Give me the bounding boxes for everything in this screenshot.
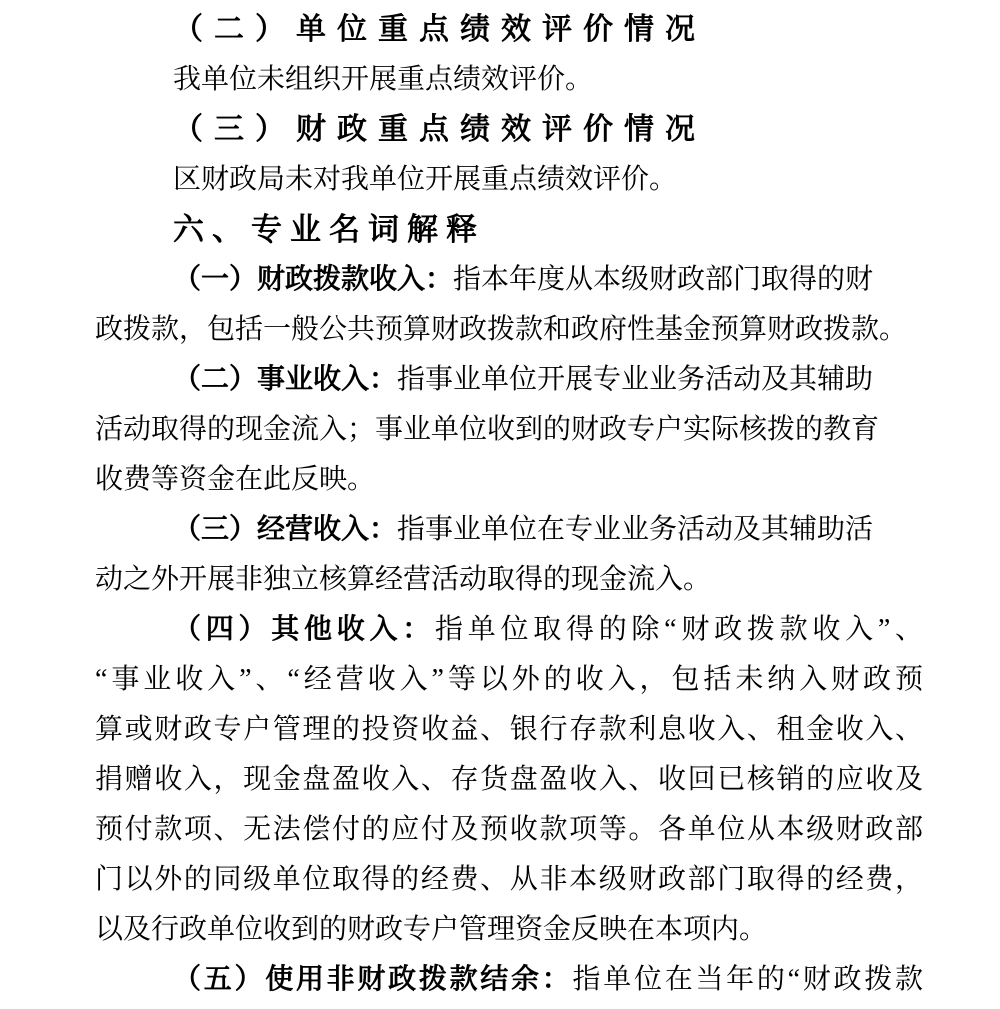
heading-text: （二）单位重点绩效评价情况 <box>173 13 706 46</box>
text-line <box>95 555 923 605</box>
term-name: （三）经营收入： <box>173 514 398 545</box>
text-line <box>95 905 923 955</box>
text-line <box>95 855 923 905</box>
text-line <box>95 655 923 705</box>
text-block <box>95 0 923 1005</box>
term-line-other-income <box>95 605 923 655</box>
term-line-non-fiscal-balance <box>95 955 923 1005</box>
line-text: 活动取得的现金流入；事业单位收到的财政专户实际核拨的教育 <box>95 414 880 445</box>
line-text: 指单位在当年的“财政拨款 <box>572 964 923 995</box>
term-line-business-income <box>95 505 923 555</box>
text-line <box>95 455 923 505</box>
text-line <box>95 755 923 805</box>
line-text: 我单位未组织开展重点绩效评价。 <box>173 64 594 95</box>
line-text: 门以外的同级单位取得的经费、从非本级财政部门取得的经费， <box>95 864 923 895</box>
line-text: 指本年度从本级财政部门取得的财 <box>453 264 874 295</box>
term-name: （五）使用非财政拨款结余： <box>173 964 573 995</box>
line-text: 指事业单位开展专业业务活动及其辅助 <box>397 364 874 395</box>
line-text: “事业收入”、“经营收入”等以外的收入，包括未纳入财政预 <box>95 664 923 695</box>
text-line <box>95 305 923 355</box>
term-name: （四）其他收入： <box>173 614 435 645</box>
term-line-fiscal-appropriation <box>95 255 923 305</box>
line-text: 区财政局未对我单位开展重点绩效评价。 <box>173 164 678 195</box>
line-text: 捐赠收入，现金盘盈收入、存货盘盈收入、收回已核销的应收及 <box>95 764 923 795</box>
term-line-operating-income <box>95 355 923 405</box>
term-name: （二）事业收入： <box>173 364 398 395</box>
line-text: 预付款项、无法偿付的应付及预收款项等。各单位从本级财政部 <box>95 814 923 845</box>
text-line <box>95 405 923 455</box>
section-heading-unit-evaluation <box>95 5 923 55</box>
line-text: 动之外开展非独立核算经营活动取得的现金流入。 <box>95 564 712 595</box>
text-line <box>95 55 923 105</box>
line-text: 收费等资金在此反映。 <box>95 464 376 495</box>
line-text: 指单位取得的除“财政拨款收入”、 <box>434 614 923 645</box>
line-text: 以及行政单位收到的财政专户管理资金反映在本项内。 <box>95 914 768 945</box>
heading-text: （三）财政重点绩效评价情况 <box>173 113 706 146</box>
line-text: 政拨款，包括一般公共预算财政拨款和政府性基金预算财政拨款。 <box>95 314 908 345</box>
text-line <box>95 155 923 205</box>
term-name: （一）财政拨款收入： <box>173 264 454 295</box>
heading-text: 六、专业名词解释 <box>173 212 485 247</box>
section-heading-finance-evaluation <box>95 105 923 155</box>
text-line <box>95 705 923 755</box>
line-text: 算或财政专户管理的投资收益、银行存款利息收入、租金收入、 <box>95 714 923 745</box>
line-text: 指事业单位在专业业务活动及其辅助活 <box>397 514 874 545</box>
text-line <box>95 805 923 855</box>
chapter-heading-terms <box>95 205 923 255</box>
